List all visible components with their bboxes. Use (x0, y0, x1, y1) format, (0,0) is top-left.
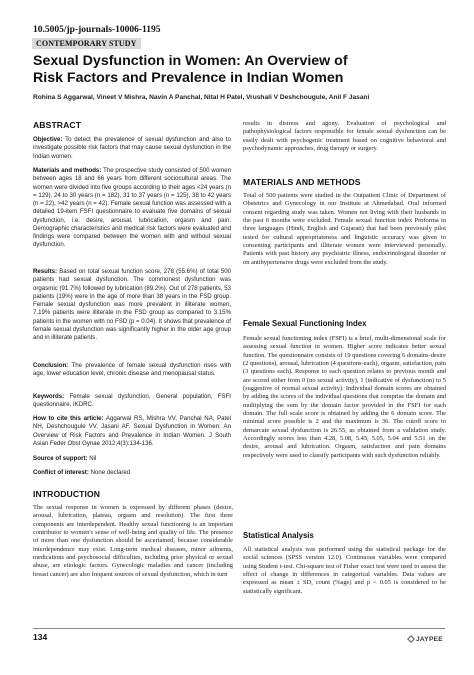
keywords-text: Female sexual dysfunction, General population, FSFI questionnaire, IKDRC. (33, 393, 231, 409)
methods-label: Materials and methods: (33, 167, 102, 174)
results-text: Based on total sexual function score, 278 (55.6%) of total 500 patients had sexual dysfunction. The commonest dysfunction was orgasmic (91.7%) followed by lubrication (89.2%). Out of 278 patients, 53 patients (19%) were in the age of more than 38 years in the FSD group. Female sexual dysfunction was more prevalent in illiterate women, 7.19% patients were illiterate in the FSD group as compared to 3.15% patients in the women with no FSD (p = 0.04). It shows that prevalence of female sexual dysfunction was significantly higher in the older age group and in illiterate patients. (33, 268, 231, 341)
support-label: Source of support: (33, 455, 88, 462)
page-number: 134 (33, 632, 48, 642)
abstract-conclusion (33, 362, 231, 379)
methods-section-text: Total of 500 patients were studied in the Outpatient Clinic of Department of Obstetrics and Gynecology in our Institute at Ahmedabad. Oral informed consent regarding study was taken. Women not living with their husbands in the past 6 months were excluded. Female sexual function index Proforma in three languages (Hindi, English and Gujarati) that had been previously pilot tested for cultural appropriateness and linguistic accuracy was given to consenting participants and illiterate women were interviewed personally. Patients with past history any psychiatric illness, endocrinological disorder or on antihypertensive drugs were excluded from the study. (243, 192, 446, 266)
article-title (33, 53, 453, 87)
keywords-label: Keywords: (33, 393, 65, 400)
methods-text: The prospective study consisted of 500 women between ages 18 and 66 years from different sociocultural areas. The women were divided into five groups according to their ages <24 years (n = 129), 24 to 30 years (n = 182), 31 to 37 years (n = 125), 38 to 42 years (n = 22), >42 years (n = 42). Female sexual function was assessed with a detailed 19-item FSFI questionnaire to evaluate five domains of sexual dysfunction, i.e. desire, arousal, lubrication, orgasm and pain. Demographic characteristics and medical risk factors were evaluated and findings were compared between the women with and without sexual dysfunction. (33, 167, 231, 249)
article-type-badge: CONTEMPORARY STUDY (32, 38, 141, 49)
fsfi-text: Female sexual functioning index (FSFI) is a brief, multi-dimensional scale for assessing sexual function in women. Higher score indicates better sexual function. The questionnaire consists of 19 questions covering 6 domains-desire (2 questions), arousal, lubrication (4 questions-each), orgasm, satisfaction, pain (3 questions each). Response to each question relates to previous month and are scored either from 0 (no sexual activity), 1 (indicative of dysfunction) to 5 (suggestive of normal sexual activity). Individual domain scores are obtained by adding the scores of the individual questions that comprise the domain and multiplying the sum by the domain factor provided in the FSFI for each domain. The full scale score is obtained by adding the 6 domain score. The minimal score possible is 2 and the maximum is 36. The cutoff score to demarcate sexual dysfunction is 26.55, as obtained from a validation study. Accordingly scores less than 4.28, 5.08, 5.45, 5.05, 5.04 and 5.51 on the desire, arousal and lubrication. Orgasm, satisfaction and pain domains respectively were used to classify participants with such dysfunction reliably. (243, 335, 446, 459)
introduction-heading: INTRODUCTION (33, 489, 101, 499)
title-line-2: Risk Factors and Prevalence in Indian Women (33, 70, 344, 86)
support-text: Nil (89, 455, 97, 462)
citation-text: Aggarwal RS, Mishra VV, Panchal NA, Patel NH, Deshchougule VV, Jasani AF. Sexual Dysfunction in Women: An Overview of Risk Factors and Prevalence in Indian Women. J South Asian Feder Obst Gynae 2012;4(3):134-136. (33, 415, 231, 447)
stats-text: All statistical analysis was performed using the statistical package for the social sciences (SPSS version 12.0). Continuous variables were compared using Student t-test. Chi-square test of Fisher exact test were used to assess the effect of change in differences in categorical variables. Data values are expressed as mean ± SD, count (%age) and p < 0.05 is considered to be statistically significant. (243, 546, 446, 595)
fsfi-heading: Female Sexual Functioning Index (243, 319, 367, 328)
source-of-support (33, 455, 231, 463)
results-label: Results: (33, 268, 58, 275)
conflict-text: None declared (90, 469, 131, 476)
abstract-keywords (33, 393, 231, 410)
conflict-label: Conflict of interest: (33, 469, 89, 476)
continuation-paragraph: results in distress and agony. Evaluation of psychological and pathophysiological factors responsible for female sexual dysfunction can be easily dealt with psychogenic treatment based on cognitive behavioral and psychodynamic approaches, drug therapy or surgery. (243, 120, 446, 153)
citation-label: How to cite this article: (33, 415, 104, 422)
objective-text: To detect the prevalence of sexual dysfunction and also to investigate possible risk factors that may cause sexual dysfunction in the Indian women. (33, 136, 231, 160)
author-list: Rohina S Aggarwal, Vineet V Mishra, Navin A Panchal, Nital H Patel, Vrushali V Deshchougule, Anil F Jasani (33, 94, 370, 101)
footer-divider (33, 628, 445, 629)
citation (33, 415, 231, 448)
objective-label: Objective: (33, 136, 63, 143)
introduction-text: The sexual response in women is expressed by different phases (desire, arousal, lubrication, plateau, orgasm and resolution). The first three components are interdependent. Healthy sexual functioning is an important contributor to women's sense of well-being and quality of life. The presence of more than one dysfunction should be ascertained, because considerable interdependence may exist. Long-term medical diseases, minor ailments, medications and psychosocial difficulties, including prior physical or sexual abuse, are etiologic factors. Gynecologic maladies and cancer (including breast cancer) are also frequent sources of sexual dysfunction, which in turn (33, 504, 233, 578)
publisher-name: JAYPEE (416, 636, 443, 643)
publisher-logo-icon (407, 635, 415, 643)
conflict-of-interest (33, 469, 231, 477)
title-line-1: Sexual Dysfunction in Women: An Overview of (33, 53, 348, 69)
stats-heading: Statistical Analysis (243, 531, 314, 540)
methods-section-heading: MATERIALS AND METHODS (243, 177, 361, 187)
abstract-objective (33, 136, 231, 161)
abstract-results (33, 268, 231, 342)
conclusion-text: The prevalence of female sexual dysfunction rises with age, lower education level, chronic disease and menopausal status. (33, 362, 231, 378)
abstract-heading: ABSTRACT (33, 120, 82, 130)
abstract-methods (33, 167, 231, 250)
doi: 10.5005/jp-journals-10006-1195 (33, 25, 161, 35)
conclusion-label: Conclusion: (33, 362, 69, 369)
